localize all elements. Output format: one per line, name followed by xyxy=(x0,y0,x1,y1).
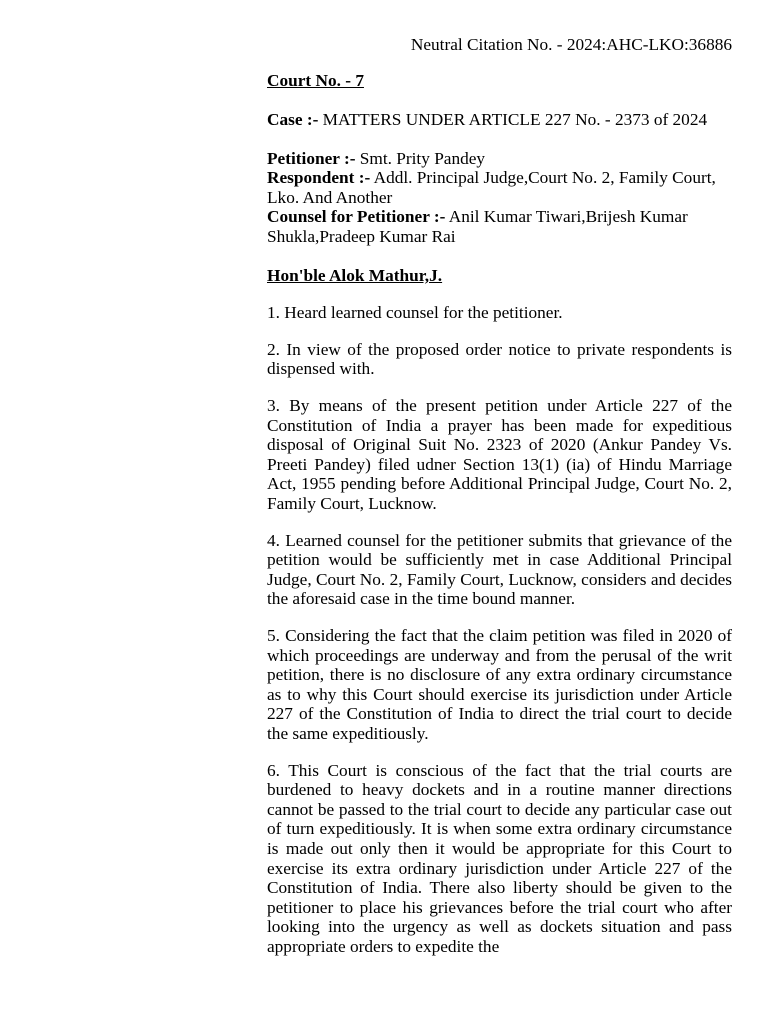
respondent-line xyxy=(267,168,732,207)
paragraph-1: 1. Heard learned counsel for the petitioner. xyxy=(267,303,563,323)
neutral-citation: Neutral Citation No. - 2024:AHC-LKO:36886 xyxy=(410,35,732,54)
paragraph-4: 4. Learned counsel for the petitioner submits that grievance of the petition would be sufficiently met in case Additional Principal Judge, Court No. 2, Family Court, Lucknow, considers and decides the aforesaid case in the time bound manner. xyxy=(267,530,732,609)
case-value: MATTERS UNDER ARTICLE 227 No. - 2373 of 2024 xyxy=(318,109,708,129)
petitioner-line xyxy=(267,149,732,169)
petitioner-label: Petitioner :- xyxy=(267,148,356,168)
counsel-value: Anil Kumar Tiwari,Brijesh Kumar Shukla,Pradeep Kumar Rai xyxy=(267,207,688,247)
paragraph-5: 5. Considering the fact that the claim petition was filed in 2020 of which proceedings are underway and from the perusal of the writ petition, there is no disclosure of any extra ordinary circumstance as to why this Court should exercise its jurisdiction under Article 227 of the Constitution of India to direct the trial court to decide the same expeditiously. xyxy=(267,625,732,743)
paragraph-6: 6. This Court is conscious of the fact that the trial courts are burdened to heavy dockets and in a routine manner directions cannot be passed to the trial court to decide any particular case out of turn expeditiously. It is when some extra ordinary circumstance is made out only then it would be appropriate for this Court to exercise its extra ordinary jurisdiction under Article 227 of the Constitution of India. There also liberty should be given to the petitioner to place his grievances before the trial court who after looking into the urgency as well as dockets situation and pass appropriate orders to expedite the xyxy=(267,760,732,956)
paragraph-2: 2. In view of the proposed order notice to private respondents is dispensed with. xyxy=(267,339,732,379)
counsel-line xyxy=(267,207,732,246)
respondent-label: Respondent :- xyxy=(267,168,371,188)
judge-name: Hon'ble Alok Mathur,J. xyxy=(267,266,443,286)
counsel-label: Counsel for Petitioner :- xyxy=(267,207,446,227)
court-number: Court No. - 7 xyxy=(267,71,364,90)
paragraph-3: 3. By means of the present petition under Article 227 of the Constitution of India a prayer has been made for expeditious disposal of Original Suit No. 2323 of 2020 (Ankur Pandey Vs. Preeti Pandey) filed udner Section 13(1) (ia) of Hindu Marriage Act, 1955 pending before Additional Principal Judge, Court No. 2, Family Court, Lucknow. xyxy=(267,396,732,513)
petitioner-value: Smt. Prity Pandey xyxy=(355,148,486,168)
order-content xyxy=(267,71,732,956)
case-label: Case :- xyxy=(267,109,319,129)
respondent-value: Addl. Principal Judge,Court No. 2, Family Court, Lko. And Another xyxy=(267,168,716,207)
case-line xyxy=(267,110,732,130)
parties-block xyxy=(267,149,732,247)
